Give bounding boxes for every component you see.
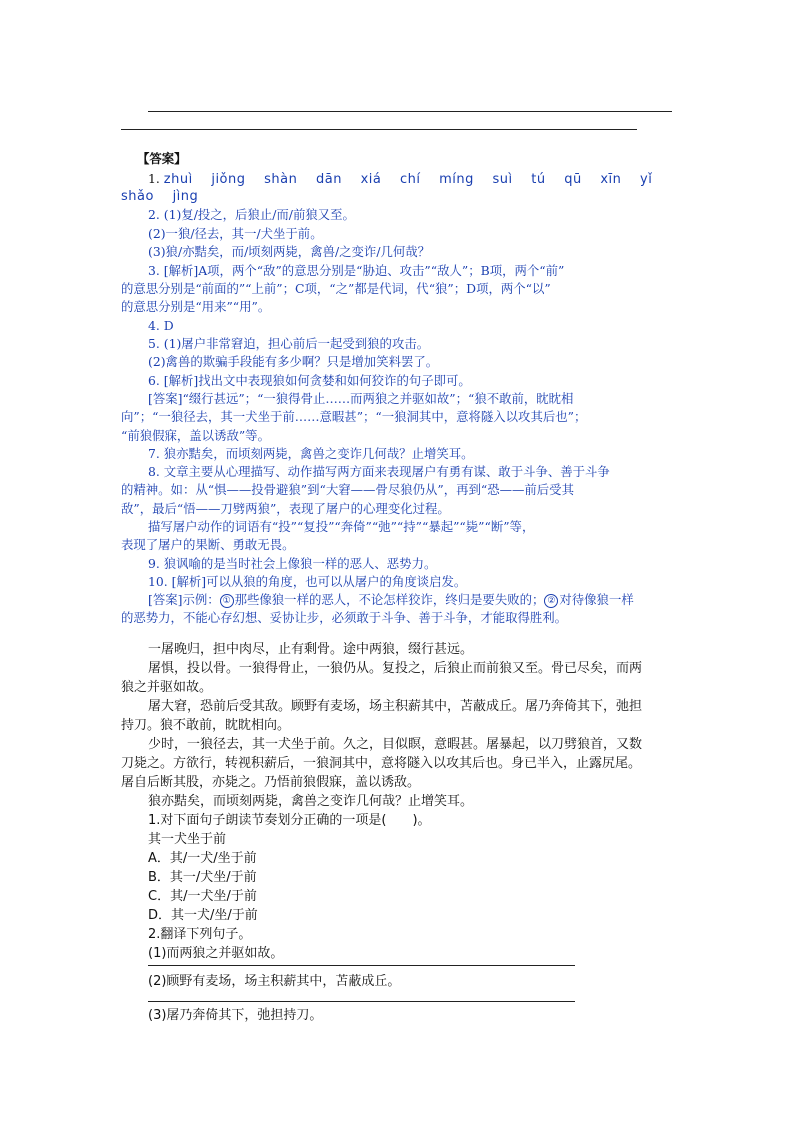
answer-8-line1: 8. 文章主要从心理描写、动作描写两方面来表现屠户有勇有谋、敢于斗争、善于斗争: [148, 464, 610, 479]
answer-8-line5: 表现了屠户的果断、勇敢无畏。: [121, 537, 295, 552]
answer-2-line1: 2. (1)复/投之，后狼止/而/前狼又至。: [148, 207, 355, 222]
answer-2-line3: (3)狼/亦黠矣，而/顷刻两毙，禽兽/之变诈/几何哉？: [148, 244, 431, 259]
passage-para-2-line1: 屠惧，投以骨。一狼得骨止，一狼仍从。复投之，后狼止而前狼又至。骨已尽矣，而两: [148, 661, 643, 676]
answer-10-line1: 10. [解析]可以从狼的角度，也可以从屠户的角度谈启发。: [148, 574, 467, 589]
passage-para-4-line3: 屠自后断其股，亦毙之。乃悟前狼假寐，盖以诱敌。: [121, 775, 421, 790]
question-1-option-b: B．其一/犬坐/于前: [148, 870, 257, 885]
answer-1-pinyin: zhuì jiǒng shàn dān xiá chí míng suì tú qū xīn yǐ: [163, 172, 653, 187]
answer-7: 7. 狼亦黠矣，而顷刻两毙，禽兽之变诈几何哉？止增笑耳。: [148, 446, 474, 461]
question-2-item-2: (2)顾野有麦场，场主积薪其中，苫蔽成丘。: [148, 974, 401, 989]
answer-10-line2: [148, 591, 634, 608]
question-2: 2.翻译下列句子。: [148, 927, 252, 942]
answer-5-line2: (2)禽兽的欺骗手段能有多少啊？只是增加笑料罢了。: [148, 354, 439, 369]
answer-6-line2: [答案]“缀行甚远”；“一狼得骨止……而两狼之并驱如故”；“狼不敢前，眈眈相: [148, 391, 574, 406]
answer-line: [148, 1001, 575, 1002]
answer-3-line3: 的意思分别是“用来”“用”。: [121, 299, 271, 314]
question-1-option-a: A．其/一犬/坐于前: [148, 851, 257, 866]
answer-10-line3: 的恶势力，不能心存幻想、妥协让步，必须敢于斗争、善于斗争，才能取得胜利。: [121, 610, 568, 625]
answer-8-line4: 描写屠户动作的词语有“投”“复投”“奔倚”“弛”“持”“暴起”“毙”“断”等，: [148, 519, 535, 534]
answer-6-line1: 6. [解析]找出文中表现狼如何贪婪和如何狡诈的句子即可。: [148, 373, 471, 388]
answer-line: [148, 111, 672, 112]
answer-3-line1: 3. [解析]A项，两个“敌”的意思分别是“胁迫、攻击”“敌人”；B项，两个“前”: [148, 263, 565, 278]
question-2-item-3: (3)屠乃奔倚其下，弛担持刀。: [148, 1008, 323, 1023]
question-1-option-d: D．其一犬/坐/于前: [148, 908, 258, 923]
question-1-option-c: C．其/一犬坐/于前: [148, 889, 257, 904]
question-2-item-1: (1)而两狼之并驱如故。: [148, 946, 284, 961]
answer-3-line2: 的意思分别是“前面的”“上前”；C项，“之”都是代词，代“狼”；D项，两个“以”: [121, 281, 551, 296]
answer-heading: 【答案】: [137, 151, 187, 166]
answer-10-point1: 那些像狼一样的恶人，不论怎样狡诈，终归是要失败的；: [234, 592, 545, 607]
passage-para-4-line1: 少时，一狼径去，其一犬坐于前。久之，目似瞑，意暇甚。屠暴起，以刀劈狼首，又数: [148, 737, 643, 752]
answer-5-line1: 5. (1)屠户非常窘迫，担心前后一起受到狼的攻击。: [148, 336, 430, 351]
answer-line: [148, 965, 575, 966]
passage-para-2-line2: 狼之并驱如故。: [121, 680, 213, 695]
question-1-sentence: 其一犬坐于前: [148, 832, 227, 847]
answer-10-point2: 对待像狼一样: [559, 592, 634, 607]
passage-para-4-line2: 刀毙之。方欲行，转视积薪后，一狼洞其中，意将隧入以攻其后也。身已半入，止露尻尾。: [121, 756, 642, 771]
passage-para-1: 一屠晚归，担中肉尽，止有剩骨。途中两狼，缀行甚远。: [148, 642, 474, 657]
circled-number-2: ②: [544, 594, 558, 608]
answer-9: 9. 狼讽喻的是当时社会上像狼一样的恶人、恶势力。: [148, 556, 437, 571]
answer-line: [121, 129, 637, 130]
passage-para-5: 狼亦黠矣，而顷刻两毙，禽兽之变诈几何哉？止增笑耳。: [148, 794, 474, 809]
answer-10-tag: [答案]示例：: [148, 592, 220, 607]
answer-8-line3: 敌”，最后“悟——刀劈两狼”，表现了屠户的心理变化过程。: [121, 501, 450, 516]
passage-para-3-line2: 持刀。狼不敢前，眈眈相向。: [121, 718, 291, 733]
question-1: 1.对下面句子朗读节奏划分正确的一项是( )。: [148, 813, 431, 828]
passage-para-3-line1: 屠大窘，恐前后受其敌。顾野有麦场，场主积薪其中，苫蔽成丘。屠乃奔倚其下，弛担: [148, 699, 643, 714]
answer-8-line2: 的精神。如：从“惧——投骨避狼”到“大窘——骨尽狼仍从”，再到“恐——前后受其: [121, 482, 574, 497]
answer-4: 4. D: [148, 318, 174, 333]
circled-number-1: ①: [220, 594, 234, 608]
answer-1-line2: shǎo jìng: [121, 189, 199, 204]
answer-2-line2: (2)一狼/径去，其一/犬坐于前。: [148, 226, 323, 241]
answer-1-label: 1.: [148, 171, 160, 186]
answer-1-line1: [148, 170, 652, 188]
answer-6-line4: “前狼假寐，盖以诱敌”等。: [121, 428, 270, 443]
answer-6-line3: 向”；“一狼径去，其一犬坐于前……意暇甚”；“一狼洞其中，意将隧入以攻其后也”；: [121, 409, 587, 424]
